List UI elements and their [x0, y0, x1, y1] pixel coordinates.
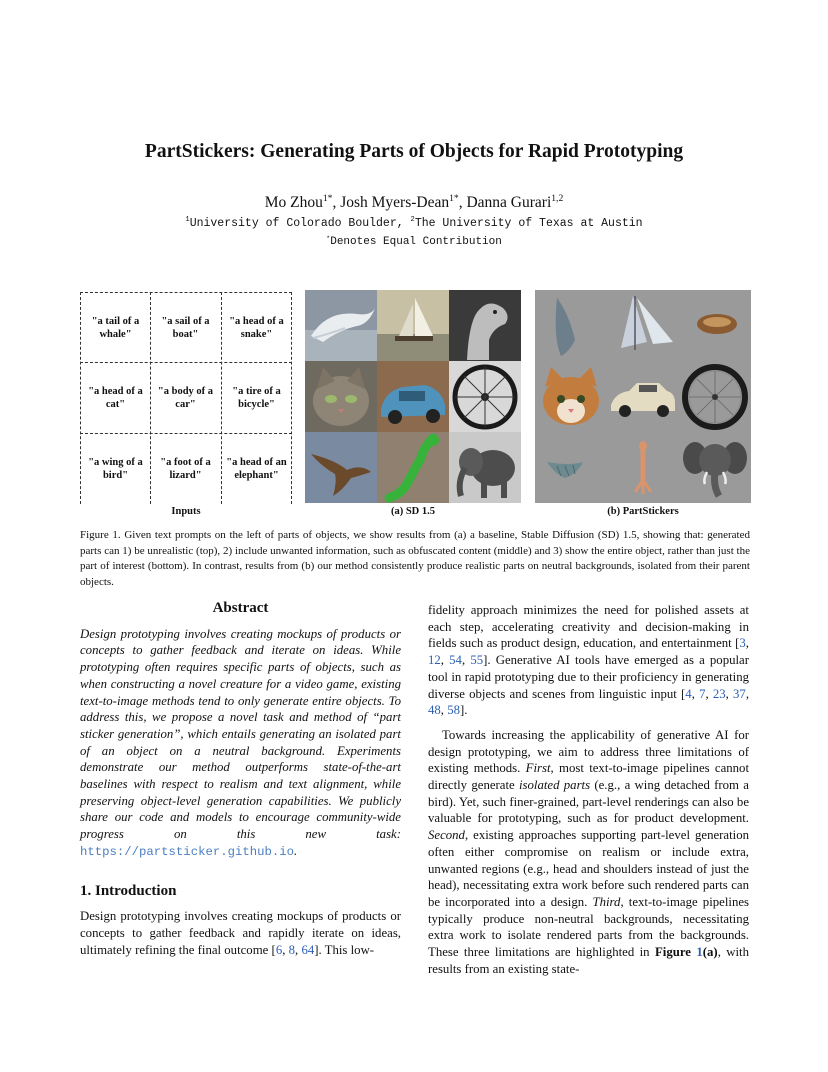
emphasis-text: Third	[592, 894, 621, 909]
citation-link[interactable]: 12	[428, 653, 441, 668]
citation-link[interactable]: 48	[428, 703, 441, 718]
ps-bird-wing-image	[535, 432, 607, 503]
sd-car-body-image	[377, 361, 449, 432]
sd-bicycle-tire-image	[449, 361, 521, 432]
affiliation: The University of Texas at Austin	[414, 217, 643, 230]
limitations-paragraph	[428, 727, 749, 978]
emphasis-text: isolated parts	[518, 778, 591, 793]
citation-link[interactable]: 23	[712, 686, 726, 701]
sd-lizard-foot-image	[377, 432, 449, 503]
citation-link[interactable]: 55	[470, 653, 484, 668]
ps-bicycle-tire-image	[679, 361, 751, 432]
abstract-text: Design prototyping involves creating mockups of products or concepts to gather feedback and iterate on ideas. While prototyping often requires specific parts of objects, such as when constructing a novel creature for a video game, existing text-to-image methods tend to only generate entire objects. To address this, we propose a novel task and method of “part sticker generation”, which entails generating an isolated part of an object on a neutral background. Experiments demonstrate our method outperforms state-of-the-art baselines with respect to realism and text alignment, while preserving object-level generation capabilities. We publicly share our code and models to encourage community-wide progress on this new task:	[80, 626, 401, 842]
citation-link[interactable]: 7	[699, 686, 706, 701]
author-name: Danna Gurari	[466, 194, 552, 211]
body-text: (e.g., a wing detached from a bird). Yet, such finer-grained, part-level renderings can also be valuable for prototyping, such as for product development.	[428, 778, 749, 826]
author-name: Josh Myers-Dean	[340, 194, 450, 211]
intro-heading: 1. Introduction	[80, 882, 177, 899]
intro-paragraph: Design prototyping involves creating mockups of products or concepts to gather feedback and rapidly iterate on ideas, ultimately refining the final outcome [6, 8, 64]. This low-	[80, 909, 401, 957]
prompt-grid	[80, 292, 292, 504]
intro-text: ]. This low-	[314, 942, 375, 957]
affil-superscript: 2	[410, 215, 415, 224]
sd-bird-wing-image	[305, 432, 377, 503]
citation-link[interactable]: 54	[449, 653, 462, 668]
prompt-cell: "a sail of a boat"	[161, 315, 210, 340]
body-text: , text-to-image pipelines typically produce non-neutral backgrounds, necessitating extra work to isolate rendered parts from the backgrounds. These three limitations are highlighted in	[428, 894, 749, 960]
body-text: , most text-to-image pipelines cannot directly generate	[428, 761, 749, 793]
prompt-cell: "a wing of a bird"	[88, 456, 143, 481]
sd-cat-head-image	[305, 361, 377, 432]
intro-text: Design prototyping involves creating mockups of products or concepts to gather feedback and rapidly iterate on ideas, ultimately refining the final outcome [	[80, 909, 401, 957]
emphasis-text: First	[525, 761, 551, 776]
project-link[interactable]: https://partsticker.github.io	[80, 844, 295, 859]
ps-whale-tail-image	[535, 290, 607, 361]
left-column	[80, 600, 401, 958]
figure-label-inputs: Inputs	[171, 506, 201, 517]
prompt-cell: "a head of an elephant"	[226, 456, 287, 481]
prompt-cell: "a head of a cat"	[88, 385, 143, 410]
ps-boat-sail-image	[607, 290, 679, 361]
paper-title: PartStickers: Generating Parts of Objects for Rapid Prototyping	[144, 141, 684, 162]
citation-link[interactable]: 3	[739, 636, 746, 651]
ps-lizard-foot-image	[607, 432, 679, 503]
right-column	[428, 602, 749, 977]
abstract-end: .	[294, 843, 298, 858]
prompt-cell: "a head of a snake"	[229, 315, 284, 340]
ps-elephant-head-image	[679, 432, 751, 503]
figure-reference: (a)	[702, 945, 718, 960]
prompt-cell: "a body of a car"	[157, 385, 214, 410]
figure-reference-link[interactable]: 1	[696, 945, 703, 960]
figure-label-sd: (a) SD 1.5	[390, 506, 436, 517]
citation-link[interactable]: 64	[301, 942, 315, 957]
intro-continued-paragraph: fidelity approach minimizes the need for polished assets at each step, accelerating creativity and decision-making in fields such as product design, education, and entertainment [3, 12, 54, 55]. Generative AI tools have emerged as a popular tool in rapid prototyping due to their proficiency in generating diverse objects and scenes from linguistic input [4, 7, 23, 37, 48, 58].	[428, 603, 750, 718]
author-superscript: 1,2	[551, 192, 564, 204]
sd-image-grid	[305, 290, 521, 503]
citation-link[interactable]: 4	[685, 686, 692, 701]
sd-elephant-head-image	[449, 432, 521, 503]
partstickers-image-grid	[535, 290, 751, 503]
prompt-cell: "a tire of a bicycle"	[232, 385, 281, 410]
sd-snake-head-image	[449, 290, 521, 361]
affiliation: University of Colorado Boulder,	[189, 217, 411, 230]
ps-snake-head-image	[679, 290, 751, 361]
figure-caption: Figure 1. Given text prompts on the left of parts of objects, we show results from (a) a baseline, Stable Diffusion (SD) 1.5, showing that: generated parts can 1) be unrealistic (top), 2) include unwanted information, such as obfuscated content (middle) and 3) show the entire object, rather than just the part of interest (bottom). In contrast, results from (b) our method consistently produce realistic parts on neutral backgrounds, isolated from their parent objects.	[80, 529, 750, 588]
body-text: Towards increasing the applicability of generative AI for design prototyping, we aim to address three limitations of existing methods.	[428, 727, 749, 776]
abstract-paragraph	[80, 626, 401, 861]
figure-label-partstickers: (b) PartStickers	[607, 506, 679, 517]
author-list: Mo Zhou$^{1*}$, Josh Myers-Dean$^{1*}$, Danna Gurari$^{1,2}$	[264, 192, 564, 211]
body-text: ]. Generative AI tools have emerged as a popular tool in rapid prototyping due to their proficiency in generating diverse objects and scenes from linguistic input [	[428, 653, 749, 701]
prompt-cell: "a tail of a whale"	[91, 315, 140, 340]
citation-link[interactable]: 8	[288, 942, 296, 957]
figure-reference: Figure	[654, 945, 697, 960]
ps-car-body-image	[607, 361, 679, 432]
author-superscript: 1*	[322, 192, 333, 204]
emphasis-text: Second	[428, 828, 465, 843]
author-superscript: 1*	[449, 192, 459, 204]
citation-link[interactable]: 6	[275, 942, 283, 957]
body-text: fidelity approach minimizes the need for polished assets at each step, accelerating creativity and decision-making in fields such as product design, education, and entertainment [	[428, 603, 749, 651]
body-text: , with results from an existing state-	[428, 945, 750, 976]
equal-contribution-note	[0, 236, 828, 248]
citation-link[interactable]: 37	[733, 686, 746, 701]
body-text: ].	[460, 703, 468, 718]
affil-superscript: 1	[185, 215, 190, 224]
sd-boat-sail-image	[377, 290, 449, 361]
citation-link[interactable]: 58	[447, 703, 460, 718]
body-text: , existing approaches supporting part-level generation often either compromise on realism or include extra, unwanted regions (e.g., head and shoulders instead of just the head), necessitating extra work before such rendered parts can be incorporated into a design.	[428, 828, 749, 909]
affiliations	[0, 217, 828, 230]
author-name: Mo Zhou	[264, 194, 323, 211]
ps-cat-head-image	[535, 361, 607, 432]
abstract-heading: Abstract	[212, 600, 269, 616]
prompt-cell: "a foot of a lizard"	[160, 456, 211, 481]
sd-whale-tail-image	[305, 290, 377, 361]
affil-superscript: *	[326, 234, 331, 243]
equal-contribution-text: Denotes Equal Contribution	[330, 236, 502, 248]
